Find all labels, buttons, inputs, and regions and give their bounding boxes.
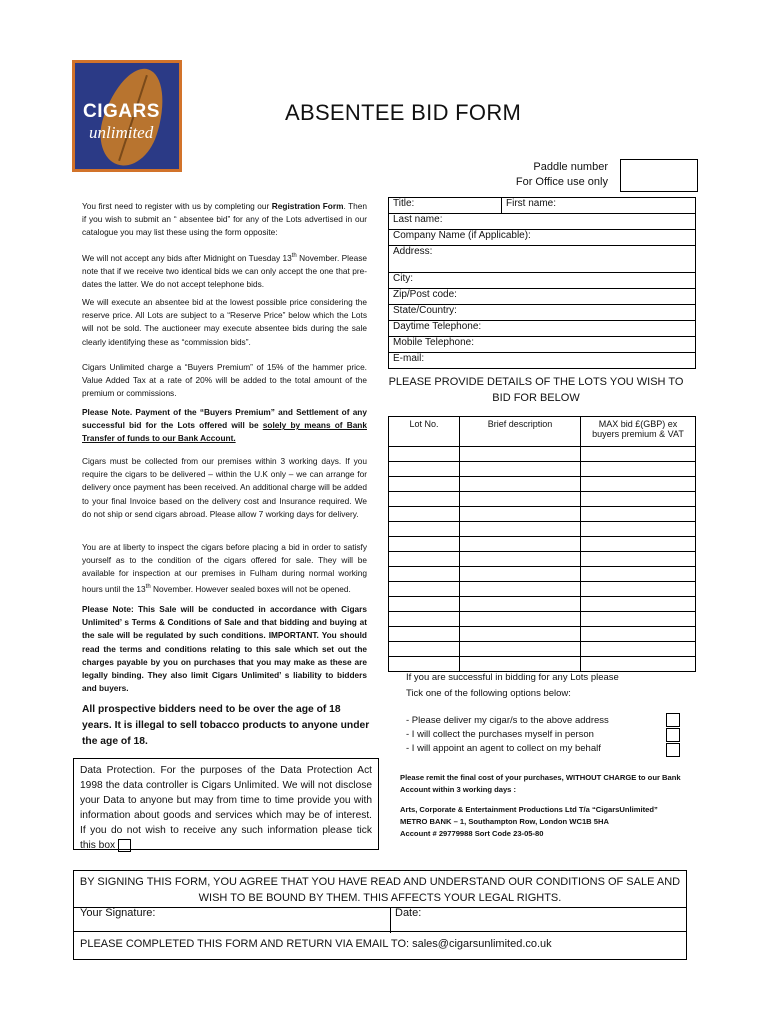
company-name: Arts, Corporate & Entertainment Productions Ltd T/a “CigarsUnlimited”	[400, 805, 658, 814]
lot-row	[389, 582, 696, 597]
lot-no-cell[interactable]	[389, 492, 460, 507]
logo-text-unlimited: unlimited	[89, 123, 154, 142]
description-cell[interactable]	[460, 642, 581, 657]
max-bid-cell[interactable]	[581, 552, 696, 567]
lot-row	[389, 627, 696, 642]
description-cell[interactable]	[460, 447, 581, 462]
inspection-paragraph: You are at liberty to inspect the cigars before placing a bid in order to satisfy yourself as to the condition of the cigars offered for sale. They will be available for inspection at our premises in Fulham during normal working hours until the 13th November. However sealed boxes will not be opened.	[82, 542, 367, 594]
opt-out-checkbox[interactable]	[118, 839, 131, 852]
max-bid-cell[interactable]	[581, 507, 696, 522]
reserve-paragraph: We will execute an absentee bid at the lowest possible price considering the reserve price. All Lots are subject to a “Reserve Price” below which the Lots will not be sold. The auctioneer may execute absentee bids during the sale clearly identifying these as “commission bids”.	[82, 297, 367, 347]
description-cell[interactable]	[460, 567, 581, 582]
signature-field[interactable]: Your Signature:	[80, 907, 156, 919]
last-name-field[interactable]: Last name:	[389, 214, 696, 230]
max-bid-cell[interactable]	[581, 447, 696, 462]
lot-row	[389, 597, 696, 612]
page-title: ABSENTEE BID FORM	[285, 100, 522, 125]
max-bid-cell[interactable]	[581, 522, 696, 537]
divider	[390, 907, 391, 933]
lot-no-cell[interactable]	[389, 627, 460, 642]
delivery-instruction-line: Tick one of the following options below:	[406, 688, 571, 699]
title-field[interactable]: Title:	[389, 198, 502, 214]
lot-no-cell[interactable]	[389, 612, 460, 627]
lot-row	[389, 462, 696, 477]
lot-no-cell[interactable]	[389, 462, 460, 477]
description-cell[interactable]	[460, 597, 581, 612]
lot-row	[389, 567, 696, 582]
lot-row	[389, 612, 696, 627]
company-logo	[72, 60, 182, 172]
signature-box	[73, 870, 687, 932]
deliver-checkbox[interactable]	[666, 713, 680, 727]
deadline-paragraph: We will not accept any bids after Midnight on Tuesday 13th November. Please note that if we receive two identical bids we can only accept the one that pre-dates the latter. We do not accept telephone bids.	[82, 252, 367, 290]
remit-instruction: Please remit the final cost of your purchases, WITHOUT CHARGE to our Bank Account within 3 working days :	[400, 773, 681, 794]
terms-paragraph: Please Note: This Sale will be conducted in accordance with Cigars Unlimited’ s Terms & Conditions of Sale and that bidding and buying at the sale will be regulated by such conditions. IMPORTANT. You should read the terms and conditions relating to this sale which set out the charges payable by you on purchases that you may make as these are legally binding. They also limit Cigars Unlimited’ s liability to bidders and buyers.	[82, 604, 367, 694]
paddle-number-field[interactable]	[620, 159, 698, 192]
office-use-label: For Office use only	[515, 176, 608, 188]
description-cell[interactable]	[460, 537, 581, 552]
lots-table	[388, 416, 696, 672]
lot-row	[389, 642, 696, 657]
max-bid-cell[interactable]	[581, 597, 696, 612]
description-cell[interactable]	[460, 507, 581, 522]
lot-row	[389, 522, 696, 537]
bank-details	[400, 772, 700, 840]
payment-paragraph: Please Note. Payment of the “Buyers Premium” and Settlement of any successful bid for the Lots offered will be solely by means of Bank Transfer of funds to our Bank Account.	[82, 407, 367, 444]
data-protection-box	[73, 758, 379, 850]
lots-heading: PLEASE PROVIDE DETAILS OF THE LOTS YOU WISH TO BID FOR BELOW	[388, 376, 684, 404]
max-bid-cell[interactable]	[581, 582, 696, 597]
daytime-phone-field[interactable]: Daytime Telephone:	[389, 321, 696, 337]
description-cell[interactable]	[460, 582, 581, 597]
delivery-instructions	[406, 670, 619, 702]
option-agent: - I will appoint an agent to collect on my behalf	[406, 743, 601, 754]
max-bid-cell[interactable]	[581, 567, 696, 582]
intro-paragraph: You first need to register with us by completing our Registration Form. Then if you wish to submit an “ absentee bid” for any of the Lots advertised in our catalogue you may list these using the form opposite:	[82, 201, 368, 238]
state-field[interactable]: State/Country:	[389, 305, 696, 321]
lot-no-cell[interactable]	[389, 537, 460, 552]
delivery-instruction-line: If you are successful in bidding for any Lots please	[406, 672, 619, 683]
max-bid-cell[interactable]	[581, 462, 696, 477]
description-cell[interactable]	[460, 492, 581, 507]
lot-no-cell[interactable]	[389, 597, 460, 612]
delivery-options	[406, 714, 609, 756]
description-cell[interactable]	[460, 462, 581, 477]
return-instructions: PLEASE COMPLETED THIS FORM AND RETURN VIA EMAIL TO: sales@cigarsunlimited.co.uk	[73, 932, 687, 960]
email-field[interactable]: E-mail:	[389, 353, 696, 369]
company-field[interactable]: Company Name (if Applicable):	[389, 230, 696, 246]
description-cell[interactable]	[460, 522, 581, 537]
agreement-statement: BY SIGNING THIS FORM, YOU AGREE THAT YOU HAVE READ AND UNDERSTAND OUR CONDITIONS OF SALE AND WISH TO BE BOUND BY THEM. THIS AFFECTS YOUR LEGAL RIGHTS.	[79, 876, 681, 904]
lot-row	[389, 552, 696, 567]
max-bid-cell[interactable]	[581, 612, 696, 627]
age-restriction-note: All prospective bidders need to be over the age of 18 years. It is illegal to sell tobacco products to anyone under the age of 18.	[82, 704, 370, 747]
city-field[interactable]: City:	[389, 273, 696, 289]
max-bid-cell[interactable]	[581, 492, 696, 507]
lot-row	[389, 537, 696, 552]
first-name-field[interactable]: First name:	[502, 198, 696, 214]
option-deliver: - Please deliver my cigar/s to the above address	[406, 715, 609, 726]
lot-no-header: Lot No.	[389, 417, 460, 447]
lot-row	[389, 447, 696, 462]
description-cell[interactable]	[460, 477, 581, 492]
lot-no-cell[interactable]	[389, 642, 460, 657]
max-bid-cell[interactable]	[581, 477, 696, 492]
logo-text-cigars: CIGARS	[83, 101, 160, 122]
agent-checkbox[interactable]	[666, 743, 680, 757]
lot-row	[389, 507, 696, 522]
max-bid-header: MAX bid £(GBP) ex buyers premium & VAT	[581, 417, 696, 447]
lot-row	[389, 477, 696, 492]
zip-field[interactable]: Zip/Post code:	[389, 289, 696, 305]
lot-no-cell[interactable]	[389, 582, 460, 597]
description-header: Brief description	[460, 417, 581, 447]
bank-address: METRO BANK – 1, Southampton Row, London WC1B 5HA	[400, 817, 609, 826]
date-field[interactable]: Date:	[395, 907, 422, 919]
description-cell[interactable]	[460, 612, 581, 627]
description-cell[interactable]	[460, 552, 581, 567]
max-bid-cell[interactable]	[581, 537, 696, 552]
lot-no-cell[interactable]	[389, 507, 460, 522]
collect-checkbox[interactable]	[666, 728, 680, 742]
account-details: Account # 29779988 Sort Code 23-05-80	[400, 829, 544, 838]
paddle-label	[516, 160, 608, 190]
lot-no-cell[interactable]	[389, 477, 460, 492]
lot-row	[389, 492, 696, 507]
lot-no-cell[interactable]	[389, 567, 460, 582]
lot-no-cell[interactable]	[389, 552, 460, 567]
personal-details-table	[388, 197, 696, 369]
data-protection-text: Data Protection. For the purposes of the Data Protection Act 1998 the data controller is Cigars Unlimited. We will not disclose your Data to anyone but may from time to time provide you with information about goods and services which may be of interest. If you do not wish to receive any such information please tick this box	[80, 765, 372, 851]
collection-paragraph: Cigars must be collected from our premises within 3 working days. If you require the cigars to be delivered – within the U.K only – we can arrange for delivery once payment has been received. An additional charge will be added to your final Invoice based on the delivery cost and Insurance required. We do not ship or send cigars abroad. Please allow 7 working days for delivery.	[82, 456, 367, 519]
lot-no-cell[interactable]	[389, 447, 460, 462]
address-field[interactable]: Address:	[389, 246, 696, 273]
max-bid-cell[interactable]	[581, 627, 696, 642]
lot-no-cell[interactable]	[389, 522, 460, 537]
paddle-number-label: Paddle number	[533, 161, 608, 173]
option-collect: - I will collect the purchases myself in person	[406, 729, 594, 740]
premium-paragraph: Cigars Unlimited charge a “Buyers Premium” of 15% of the hammer price. Value Added Tax at a rate of 20% will be added to the total amount of the premium or commissions.	[82, 362, 367, 399]
max-bid-cell[interactable]	[581, 642, 696, 657]
mobile-phone-field[interactable]: Mobile Telephone:	[389, 337, 696, 353]
divider	[74, 907, 686, 908]
description-cell[interactable]	[460, 627, 581, 642]
